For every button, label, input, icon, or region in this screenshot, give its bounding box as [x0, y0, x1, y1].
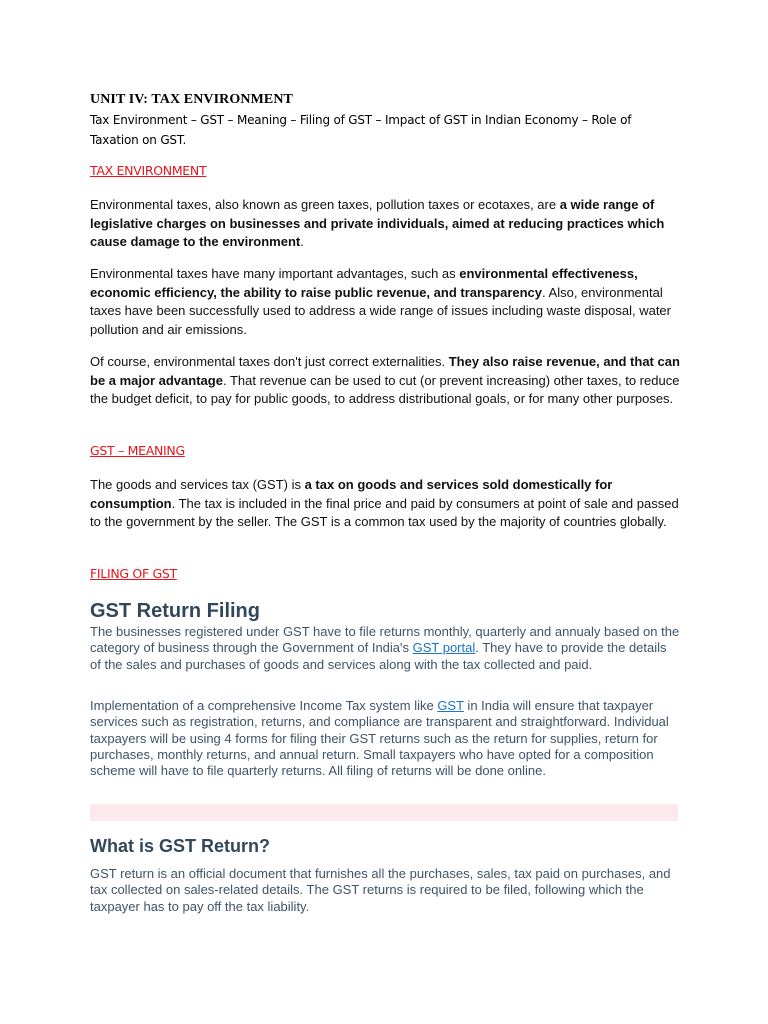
divider-band [90, 804, 678, 821]
paragraph-env-advantages: Environmental taxes have many important advantages, such as environmental effectiveness, economic efficiency, the ability to raise public revenue, and transparency. Also, environmental taxes have been successfully used to address a wide range of issues including waste disposal, water pollution and air emissions. [90, 266, 671, 338]
unit-title: UNIT IV: TAX ENVIRONMENT [90, 92, 293, 107]
paragraph-env-taxes: Environmental taxes, also known as green taxes, pollution taxes or ecotaxes, are a wide range of legislative charges on businesses and private individuals, aimed at reducing practices which cause damage to the environment. [90, 197, 665, 250]
paragraph-gst-implementation: Implementation of a comprehensive Income Tax system like GST in India will ensure that taxpayer services such as registration, returns, and compliance are transparent and straightforward. Individual taxpayers will be using 4 forms for filing their GST returns such as the return for supplies, return for purchases, monthly returns, and annual return. Small taxpayers who have opted for a composition scheme will have to file quarterly returns. All filing of returns will be done online. [90, 698, 669, 779]
gst-meaning-heading: GST – MEANING [90, 443, 185, 458]
gst-return-filing-heading: GST Return Filing [90, 600, 260, 622]
what-is-gst-return-heading: What is GST Return? [90, 836, 270, 856]
gst-portal-link[interactable]: GST portal [412, 640, 476, 656]
paragraph-what-is-gst-return: GST return is an official document that furnishes all the purchases, sales, tax paid on purchases, and tax collected on sales-related details. The GST returns is required to be filed, following which the taxpayer has to pay off the tax liability. [90, 866, 671, 914]
tax-environment-heading: TAX ENVIRONMENT [90, 163, 207, 178]
filing-of-gst-heading: FILING OF GST [90, 566, 177, 581]
unit-subtitle: Tax Environment – GST – Meaning – Filing of GST – Impact of GST in Indian Economy – Role of Taxation on GST. [90, 113, 632, 147]
gst-link[interactable]: GST [437, 698, 464, 713]
paragraph-env-revenue: Of course, environmental taxes don't just correct externalities. They also raise revenue, and that can be a major advantage. That revenue can be used to cut (or prevent increasing) other taxes, to reduce the budget deficit, to pay for public goods, to address distributional goals, or for many other purposes. [90, 354, 680, 407]
paragraph-gst-return-filing: The businesses registered under GST have to file returns monthly, quarterly and annualy based on the category of business through the Government of India's GST portal. They have to provide the details of the sales and purchases of goods and services along with the tax collected and paid. [90, 624, 680, 672]
paragraph-gst-meaning: The goods and services tax (GST) is a tax on goods and services sold domestically for consumption. The tax is included in the final price and paid by consumers at point of sale and passed to the government by the seller. The GST is a common tax used by the majority of countries globally. [90, 477, 679, 530]
